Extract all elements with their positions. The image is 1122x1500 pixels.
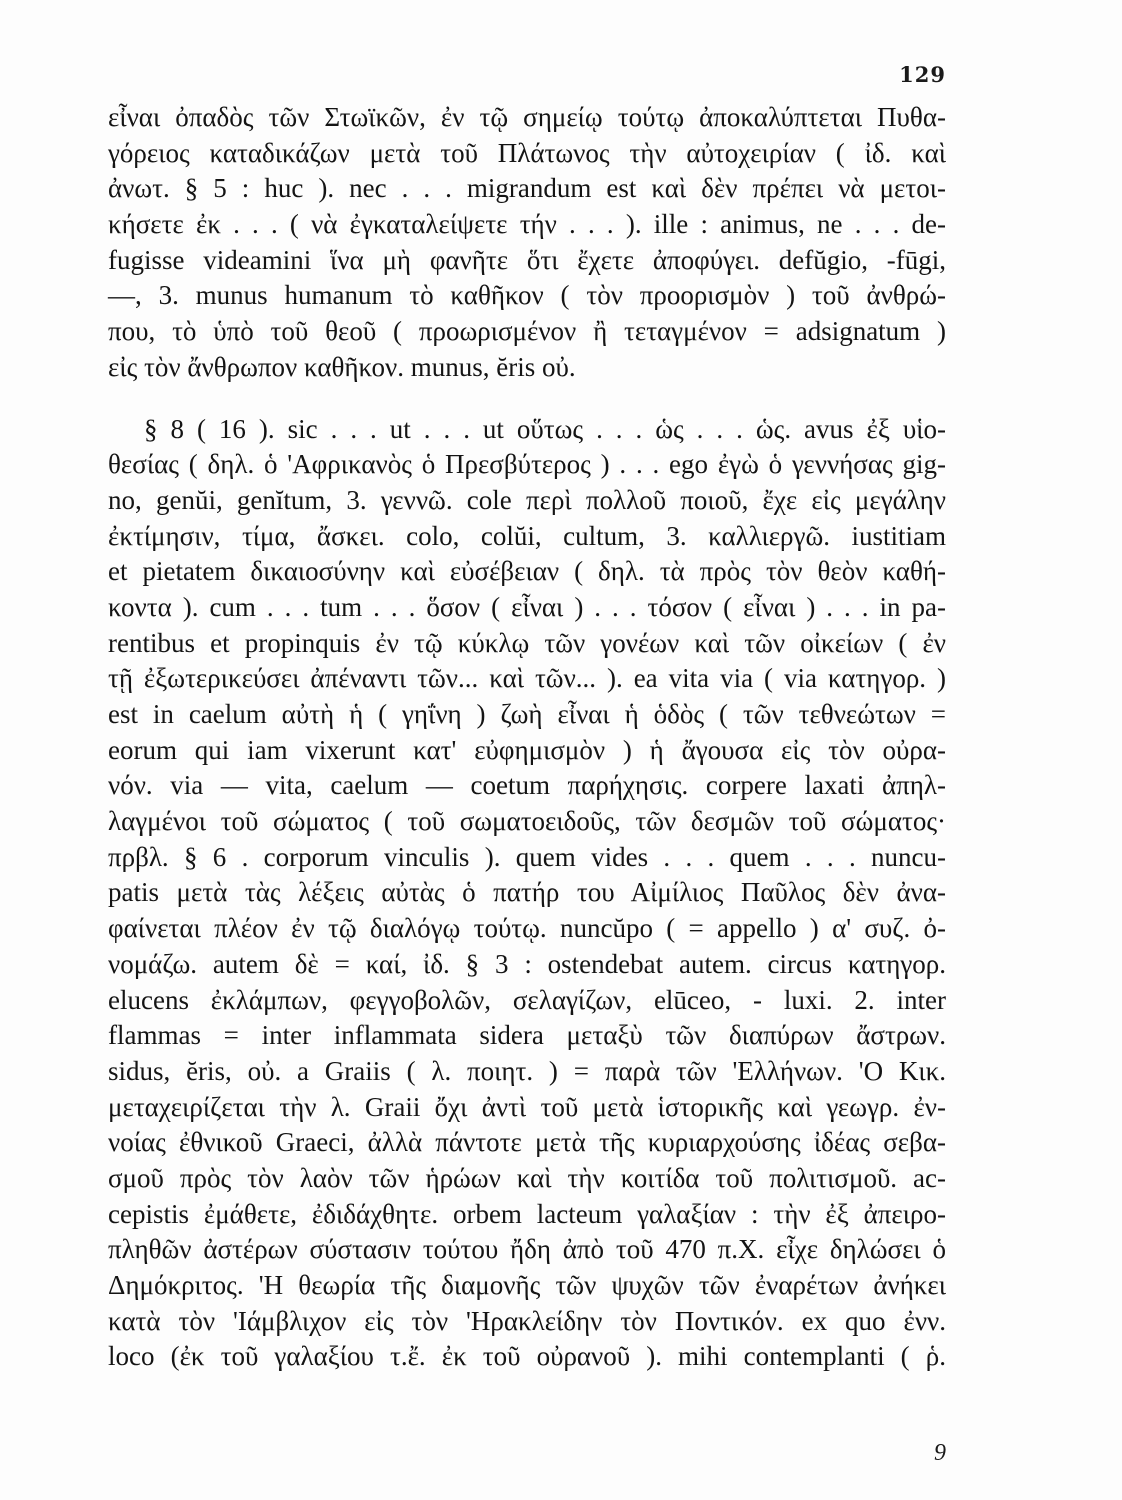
text-line: flammas = inter inflammata sidera μεταξὺ τῶν διαπύρων ἄστρων. (108, 1020, 946, 1051)
paragraph-2 (108, 412, 946, 1376)
text-line: πρβλ. § 6 . corporum vinculis ). quem vides . . . quem . . . nuncu- (108, 841, 946, 872)
text-line: ἐκτίμησιν, τίμα, ἄσκει. colo, colŭi, cultum, 3. καλλιεργῶ. iustitiam (108, 520, 946, 551)
text-line: et pietatem δικαιοσύνην καὶ εὐσέβειαν ( δηλ. τὰ πρὸς τὸν θεὸν καθή- (108, 556, 946, 587)
signature-mark: 9 (934, 1440, 946, 1466)
text-line: μεταχειρίζεται τὴν λ. Graii ὄχι ἀντὶ τοῦ μετὰ ἱστορικῆς καὶ γεωγρ. ἐν- (108, 1091, 946, 1122)
text-line: πληθῶν ἀστέρων σύστασιν τούτου ἤδη ἀπὸ τοῦ 470 π.Χ. εἶχε δηλώσει ὁ (108, 1234, 946, 1265)
text-line: fugisse videamini ἵνα μὴ φανῆτε ὅτι ἔχετε ἀποφύγει. defŭgio, -fūgi, (108, 244, 946, 275)
text-line: νοίας ἐθνικοῦ Graeci, ἀλλὰ πάντοτε μετὰ τῆς κυριαρχούσης ἰδέας σεβα- (108, 1127, 946, 1158)
text-line: elucens ἐκλάμπων, φεγγοβολῶν, σελαγίζων, elūceo, - luxi. 2. inter (108, 984, 946, 1015)
text-line: γόρειος καταδικάζων μετὰ τοῦ Πλάτωνος τὴν αὐτοχειρίαν ( ἰδ. καὶ (108, 137, 946, 168)
text-line: sidus, ĕris, οὐ. a Graiis ( λ. ποιητ. ) = παρὰ τῶν 'Ελλήνων. 'Ο Κικ. (108, 1055, 946, 1086)
text-line: εἶναι ὀπαδὸς τῶν Στωϊκῶν, ἐν τῷ σημείῳ τούτῳ ἀποκαλύπτεται Πυθα- (108, 102, 946, 132)
text-line: που, τὸ ὑπὸ τοῦ θεοῦ ( προωρισμένον ἢ τεταγμένον = adsignatum ) (108, 316, 946, 347)
commentary-text (108, 100, 946, 1375)
text-line: σμοῦ πρὸς τὸν λαὸν τῶν ἡρώων καὶ τὴν κοιτίδα τοῦ πολιτισμοῦ. ac- (108, 1162, 946, 1193)
text-line: κοντα ). cum . . . tum . . . ὅσον ( εἶναι ) . . . τόσον ( εἶναι ) . . . in pa- (108, 591, 946, 622)
text-line: cepistis ἐμάθετε, ἐδιδάχθητε. orbem lacteum γαλαξίαν : τὴν ἐξ ἀπειρο- (108, 1198, 946, 1229)
text-line: νομάζω. autem δὲ = καί, ἰδ. § 3 : ostendebat autem. circus κατηγορ. (108, 948, 946, 979)
text-line: est in caelum αὐτὴ ἡ ( γηΐνη ) ζωὴ εἶναι ἡ ὁδὸς ( τῶν τεθνεώτων = (108, 699, 946, 729)
text-line: eorum qui iam vixerunt κατ' εὐφημισμὸν ) ἡ ἄγουσα εἰς τὸν οὐρα- (108, 734, 946, 765)
text-line: Δημόκριτος. 'Η θεωρία τῆς διαμονῆς τῶν ψυχῶν τῶν ἐναρέτων ἀνήκει (108, 1270, 946, 1300)
text-line: φαίνεται πλέον ἐν τῷ διαλόγῳ τούτῳ. nuncŭpo ( = appello ) α' συζ. ὀ- (108, 913, 946, 944)
text-line: κήσετε ἐκ . . . ( νὰ ἐγκαταλείψετε τήν . . . ). ille : animus, ne . . . de- (108, 209, 946, 240)
text-line: § 8 ( 16 ). sic . . . ut . . . ut οὕτως . . . ὡς . . . ὡς. avus ἐξ υἱο- (144, 413, 946, 444)
text-line: loco (ἐκ τοῦ γαλαξίου τ.ἔ. ἐκ τοῦ οὐρανοῦ ). mihi contemplanti ( ῥ. (108, 1341, 946, 1372)
text-line: εἰς τὸν ἄνθρωπον καθῆκον. munus, ĕris οὐ. (108, 351, 576, 382)
text-line: κατὰ τὸν 'Ιάμβλιχον εἰς τὸν 'Ηρακλείδην τὸν Ποντικόν. ex quo ἐνν. (108, 1305, 946, 1336)
text-line: λαγμένοι τοῦ σώματος ( τοῦ σωματοειδοῦς, τῶν δεσμῶν τοῦ σώματος· (108, 806, 946, 837)
text-line: νόν. via — vita, caelum — coetum παρήχησις. corpere laxati ἀπηλ- (108, 770, 946, 801)
text-line: τῇ ἐξωτερικεύσει ἀπέναντι τῶν... καὶ τῶν... ). ea vita via ( via κατηγορ. ) (108, 663, 946, 694)
text-line: no, genŭi, genĭtum, 3. γεννῶ. cole περὶ πολλοῦ ποιοῦ, ἔχε εἰς μεγάλην (108, 484, 946, 515)
text-line: ἀνωτ. § 5 : huc ). nec . . . migrandum est καὶ δὲν πρέπει νὰ μετοι- (108, 173, 946, 204)
paragraph-1 (108, 100, 946, 386)
paragraph-gap (108, 386, 946, 412)
page-number: 129 (899, 62, 946, 87)
text-line: patis μετὰ τὰς λέξεις αὐτὰς ὁ πατήρ του Αἰμίλιος Παῦλος δὲν ἀνα- (108, 877, 946, 908)
text-line: rentibus et propinquis ἐν τῷ κύκλῳ τῶν γονέων καὶ τῶν οἰκείων ( ἐν (108, 627, 946, 658)
text-line: —, 3. munus humanum τὸ καθῆκον ( τὸν προορισμὸν ) τοῦ ἀνθρώ- (108, 280, 946, 311)
text-line: θεσίας ( δηλ. ὁ 'Αφρικανὸς ὁ Πρεσβύτερος ) . . . ego ἐγὼ ὁ γεννήσας gig- (108, 449, 946, 480)
